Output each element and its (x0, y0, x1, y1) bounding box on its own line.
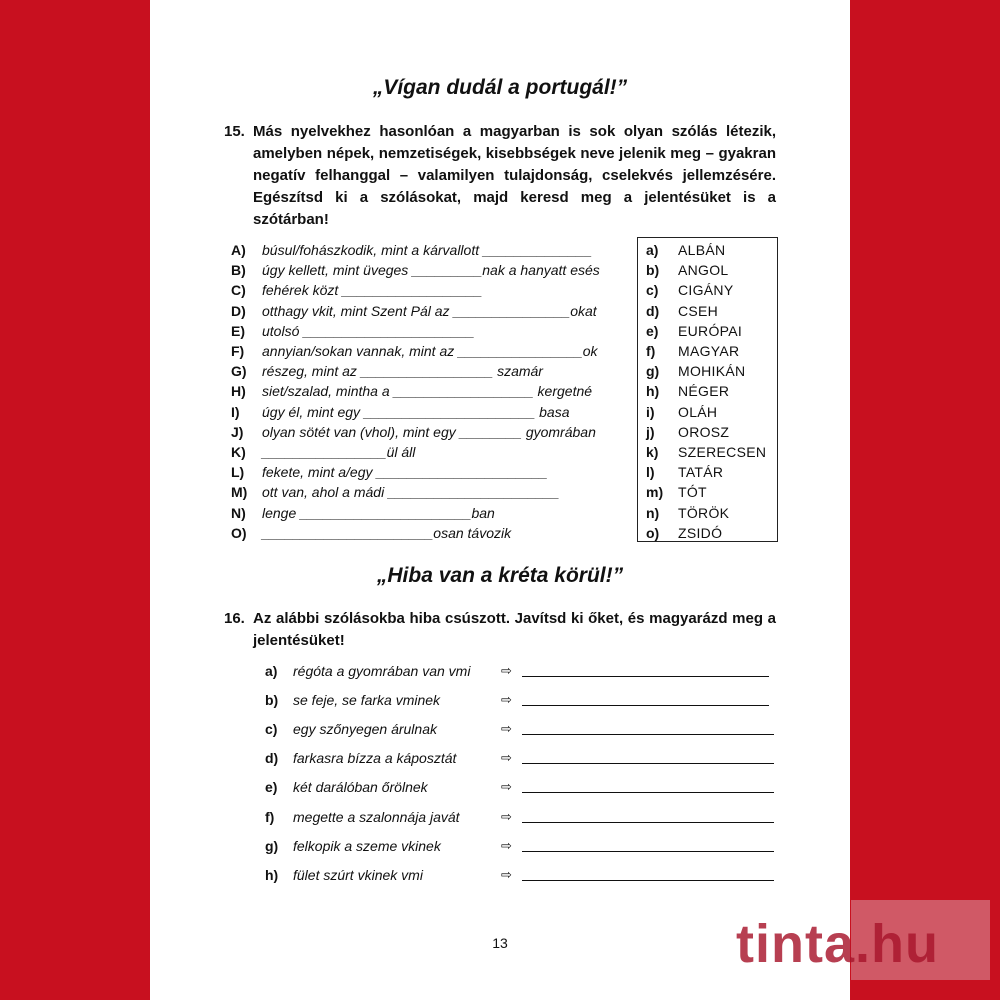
option-text: EURÓPAI (678, 322, 743, 339)
ex15-item-text: annyian/sokan vannak, mint az ________________ok (262, 343, 598, 359)
ex15-item-text: olyan sötét van (vhol), mint egy ________ gyomrában (262, 423, 596, 440)
ex16-item-letter: h) (265, 866, 279, 883)
ex15-item-letter: E) (231, 322, 245, 339)
answer-line[interactable] (522, 822, 774, 823)
ex15-item-letter: D) (231, 302, 246, 319)
option-text: OLÁH (678, 403, 718, 420)
ex15-item-text: utolsó ______________________ (262, 322, 475, 339)
exercise-15-instruction (224, 121, 776, 231)
ex15-item-text: lenge ______________________ban (262, 504, 495, 521)
option-text: ALBÁN (678, 242, 726, 258)
ex15-item-text: búsul/fohászkodik, mint a kárvallott ______________ (262, 242, 592, 258)
ex15-item-text: fekete, mint a/egy ______________________ (262, 464, 548, 481)
answer-line[interactable] (522, 676, 769, 677)
ex16-item (265, 661, 780, 681)
section-title-1: „Vígan dudál a portugál!” (372, 76, 628, 99)
ex16-item-letter: b) (265, 692, 279, 709)
ex16-item-text: felkopik a szeme vkinek (293, 837, 441, 854)
ex15-item-letter: I) (231, 403, 240, 420)
option-letter: h) (646, 383, 660, 400)
ex15-item-letter: G) (231, 363, 247, 380)
arrow-icon: ⇨ (501, 692, 512, 708)
option-text: OROSZ (678, 423, 730, 440)
option-letter: l) (646, 464, 655, 481)
option-letter: o) (646, 524, 660, 541)
option-text: TÓT (678, 484, 707, 501)
option-letter: m) (646, 484, 664, 501)
page-number: 13 (492, 935, 508, 951)
ex15-item-letter: B) (231, 262, 246, 279)
exercise-15-number: 15. (224, 123, 245, 140)
section-title-2: „Hiba van a kréta körül!” (376, 564, 624, 587)
option-letter: j) (646, 423, 655, 440)
ex16-item-text: régóta a gyomrában van vmi (293, 663, 471, 679)
ex15-item-letter: M) (231, 484, 248, 501)
ex16-item (265, 748, 780, 768)
arrow-icon: ⇨ (501, 866, 512, 882)
option-letter: a) (646, 242, 659, 258)
ex15-item-text: siet/szalad, mintha a __________________ kergetné (262, 383, 593, 400)
option-text: CSEH (678, 302, 719, 319)
arrow-icon: ⇨ (501, 721, 512, 737)
ex15-item-text: részeg, mint az _________________ szamár (262, 363, 543, 380)
ex16-item-letter: e) (265, 779, 278, 796)
ex16-item-letter: a) (265, 663, 278, 679)
ex15-item-letter: C) (231, 282, 246, 299)
ex15-item-text: úgy kellett, mint üveges _________nak a hanyatt esés (262, 262, 600, 279)
ex15-item-text: otthagy vkit, mint Szent Pál az _______________okat (262, 302, 597, 319)
ex15-item-text: úgy él, mint egy ______________________ basa (262, 403, 570, 420)
exercise-16-number: 16. (224, 610, 245, 627)
option-text: NÉGER (678, 383, 730, 400)
ex16-item (265, 690, 780, 710)
ex15-item-letter: H) (231, 383, 246, 400)
option-letter: c) (646, 282, 659, 299)
option-letter: d) (646, 302, 660, 319)
option-letter: e) (646, 322, 659, 339)
ex16-item-text: fület szúrt vkinek vmi (293, 866, 423, 883)
ex16-item (265, 807, 780, 827)
ex16-item-letter: c) (265, 721, 278, 738)
option-letter: k) (646, 444, 659, 460)
ex15-item-text: ________________ül áll (262, 444, 416, 460)
option-text: MAGYAR (678, 343, 740, 359)
arrow-icon: ⇨ (501, 663, 512, 678)
ex16-item-text: megette a szalonnája javát (293, 808, 460, 825)
arrow-icon: ⇨ (501, 779, 512, 795)
arrow-icon: ⇨ (501, 808, 512, 824)
answer-line[interactable] (522, 734, 774, 735)
ex16-item-letter: d) (265, 750, 279, 767)
ex15-item-letter: A) (231, 242, 246, 258)
ex15-item-letter: N) (231, 504, 246, 521)
option-letter: b) (646, 262, 660, 279)
ex16-item-text: farkasra bízza a káposztát (293, 750, 457, 767)
option-text: TÖRÖK (678, 504, 730, 521)
option-letter: n) (646, 504, 660, 521)
arrow-icon: ⇨ (501, 750, 512, 766)
ex16-item-text: se feje, se farka vminek (293, 692, 441, 709)
answer-line[interactable] (522, 851, 774, 852)
ex16-item-text: két darálóban őrölnek (293, 779, 428, 796)
option-text: SZERECSEN (678, 444, 767, 460)
answer-line[interactable] (522, 705, 769, 706)
left-red-band (0, 0, 150, 1000)
right-red-band (850, 0, 1000, 1000)
ex16-item (265, 836, 780, 856)
option-letter: g) (646, 363, 660, 380)
ex15-item-letter: O) (231, 524, 247, 541)
option-letter: i) (646, 403, 655, 420)
ex15-item-letter: F) (231, 343, 245, 359)
ex16-item (265, 865, 780, 885)
option-text: ANGOL (678, 262, 729, 279)
exercise-16-text: Az alábbi szólásokba hiba csúszott. Javítsd ki őket, és magyarázd meg a jelentésüket! (253, 610, 776, 649)
ex15-item-letter: J) (231, 423, 244, 440)
arrow-icon: ⇨ (501, 837, 512, 853)
ex15-item-text: ott van, ahol a mádi ______________________ (262, 484, 560, 501)
answer-line[interactable] (522, 792, 774, 793)
option-text: ZSIDÓ (678, 524, 723, 541)
ex16-item-text: egy szőnyegen árulnak (293, 721, 437, 738)
ex16-item (265, 719, 780, 739)
ex16-item-letter: f) (265, 808, 275, 825)
ex16-item (265, 777, 780, 797)
option-text: TATÁR (678, 464, 724, 481)
option-letter: f) (646, 343, 656, 359)
answer-line[interactable] (522, 880, 774, 881)
ex15-item-text: ______________________osan távozik (262, 524, 512, 541)
option-text: CIGÁNY (678, 282, 734, 299)
answer-line[interactable] (522, 763, 774, 764)
ex16-item-letter: g) (265, 837, 279, 854)
ex15-item-letter: K) (231, 444, 246, 460)
ex15-item-text: fehérek közt __________________ (262, 282, 483, 299)
option-text: MOHIKÁN (678, 363, 746, 380)
watermark-logo: tinta.hu (736, 914, 939, 974)
ex15-item-letter: L) (231, 464, 245, 481)
exercise-16-instruction (224, 608, 776, 652)
exercise-15-text: Más nyelvekhez hasonlóan a magyarban is sok olyan szólás létezik, amelyben népek, nemzetiségek, kisebbségek neve jelenik meg – gyakran negatív felhanggal – valamilyen tulajdonság, cselekvés jellemzésére. Egészítsd ki a szólásokat, majd keresd meg a jelentésüket is a szótárban! (253, 123, 776, 228)
